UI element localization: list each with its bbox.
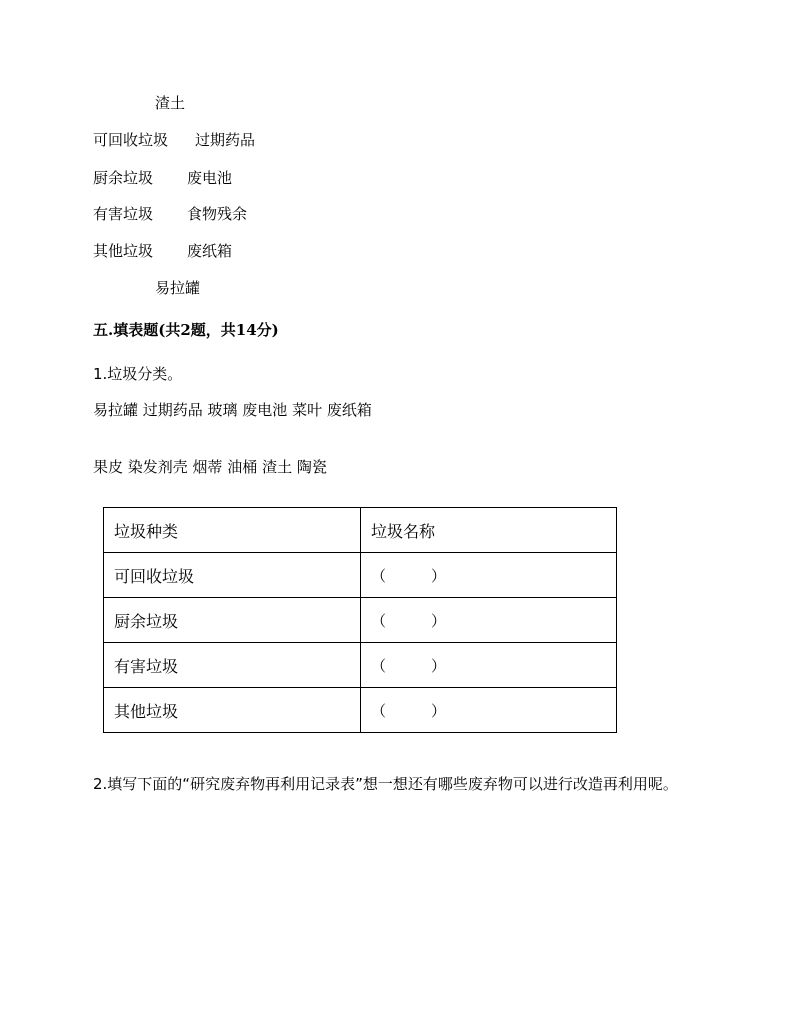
question-1-title: 1.垃圾分类。 [93, 365, 183, 383]
match-right-item: 过期药品 [195, 131, 256, 149]
answer-cell[interactable] [361, 598, 617, 643]
table-row [104, 643, 617, 688]
answer-blank[interactable]: （ ） [371, 611, 447, 630]
answer-blank[interactable]: （ ） [371, 701, 447, 720]
waste-type-cell: 其他垃圾 [104, 688, 361, 733]
waste-type-cell: 厨余垃圾 [104, 598, 361, 643]
answer-cell[interactable] [361, 553, 617, 598]
answer-blank[interactable]: （ ） [371, 566, 447, 585]
match-left-item: 厨余垃圾 [93, 169, 154, 187]
table-header-cell: 垃圾名称 [361, 508, 617, 553]
section-heading: 五.填表题(共2题，共14分) [93, 321, 279, 339]
match-right-item: 废纸箱 [187, 242, 233, 260]
match-right-item: 渣土 [155, 94, 186, 112]
question-1-items-line-2: 果皮 染发剂壳 烟蒂 油桶 渣土 陶瓷 [93, 458, 327, 476]
table-header-cell: 垃圾种类 [104, 508, 361, 553]
match-left-item: 可回收垃圾 [93, 131, 169, 149]
question-1-items-line-1: 易拉罐 过期药品 玻璃 废电池 菜叶 废纸箱 [93, 401, 372, 419]
table-row [104, 688, 617, 733]
table-header-row [104, 508, 617, 553]
match-right-item: 易拉罐 [155, 279, 201, 297]
match-right-item: 食物残余 [187, 205, 248, 223]
sorting-table [103, 507, 617, 733]
table-row [104, 598, 617, 643]
waste-type-cell: 有害垃圾 [104, 643, 361, 688]
match-right-item: 废电池 [187, 169, 233, 187]
answer-cell[interactable] [361, 643, 617, 688]
question-2-text: 2.填写下面的“研究废弃物再利用记录表”想一想还有哪些废弃物可以进行改造再利用呢。 [93, 775, 678, 793]
match-left-item: 其他垃圾 [93, 242, 154, 260]
match-left-item: 有害垃圾 [93, 205, 154, 223]
waste-type-cell: 可回收垃圾 [104, 553, 361, 598]
table-row [104, 553, 617, 598]
answer-blank[interactable]: （ ） [371, 656, 447, 675]
answer-cell[interactable] [361, 688, 617, 733]
